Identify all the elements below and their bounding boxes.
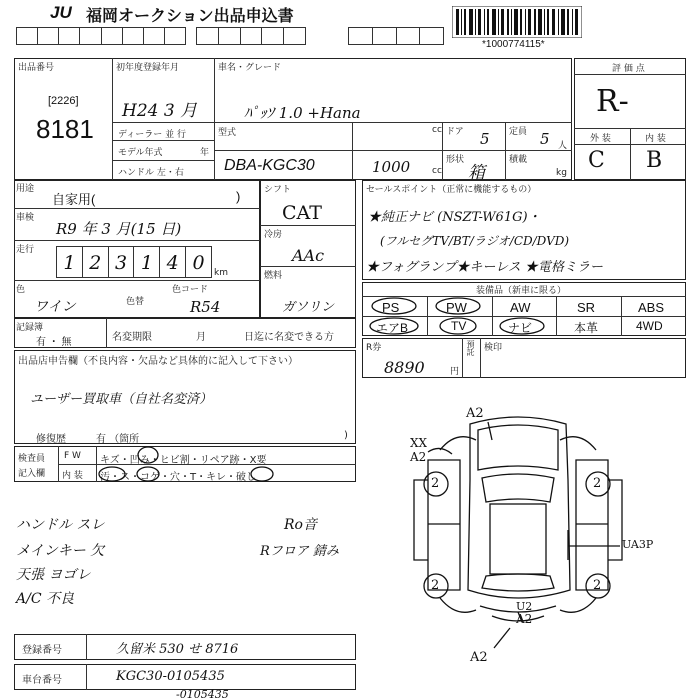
cc-value: 1000 (372, 158, 411, 176)
type-value: DBA-KGC30 (224, 157, 315, 174)
chassis-extra: -0105435 (176, 688, 229, 700)
diagram-mark-xx: XX (410, 436, 428, 450)
cc-label-2: cc (432, 166, 442, 176)
fuel-value: ガソリン (282, 300, 335, 315)
cc-label: cc (432, 125, 442, 135)
shift-label: シフト (264, 185, 292, 195)
diagram-mark-ua3p: UA3P (622, 538, 654, 551)
usage-value: 自家用( (52, 192, 96, 207)
note-right2: Rフロア 錆み (260, 544, 339, 559)
color-change-label: 色替 (126, 297, 145, 307)
diagram-mark-front: A2 (466, 406, 484, 421)
note-line1: ハンドル スレ (16, 517, 105, 533)
top-checkbox-row (16, 27, 186, 45)
year-label: 初年度登録年月 (116, 63, 180, 73)
load-label: 積載 (509, 155, 528, 165)
shape-value: 箱 (468, 163, 485, 183)
handle-label: ハンドル 左・右 (118, 168, 184, 178)
seller-notes-label: 出品店申告欄（不良内容・欠品など具体的に記入して下さい） (18, 356, 298, 367)
shaken-label: 車検 (16, 213, 35, 223)
sales-points-line2: (フルセグTV/BT/ラジオ/CD/DVD) (380, 234, 570, 248)
mileage-digit: 3 (109, 247, 135, 277)
sales-points-line1: ★純正ナビ (NSZT-W61G)・ (368, 210, 541, 225)
inspector-codes-row1: キズ・凹み・ヒビ割・リペア跡・X要 (100, 455, 267, 466)
load-unit: kg (556, 168, 567, 178)
inspector-circles (96, 446, 356, 482)
model-year-label: モデル年式 (118, 148, 163, 158)
warranty-note: 日迄に名変できる方 (244, 332, 334, 343)
inspector-label-2: 記入欄 (18, 469, 46, 479)
capacity-unit: 人 (558, 141, 568, 151)
chassis-value: KGC30-0105435 (116, 669, 225, 684)
records-option: 有 ・ 無 (36, 337, 72, 348)
shaken-value: R9 年 3 月(15 日) (56, 220, 182, 238)
reg-value: 久留米 530 せ 8716 (116, 642, 239, 657)
top-checkbox-row-3 (348, 27, 444, 45)
equipment-label: 装備品（新車に限る） (476, 286, 567, 296)
reg-label: 登録番号 (22, 645, 62, 656)
note-line4: A/C 不良 (16, 591, 74, 607)
door-value: 5 (480, 130, 490, 148)
inspector-fw: F W (64, 451, 81, 461)
logo: JU (50, 3, 72, 22)
mileage-digit: 4 (160, 247, 186, 277)
inspector-naiso: 内 装 (62, 471, 83, 481)
equip-airbag: エアB (376, 321, 409, 335)
dealer-label: ディーラー 並 行 (118, 130, 187, 140)
mileage-digit: 0 (192, 252, 205, 274)
mileage-digit: 1 (134, 247, 160, 277)
repair-close: ) (344, 430, 348, 441)
diagram-mark-a2-rear: A2 (516, 612, 533, 626)
lot-sub-number: [2226] (48, 95, 79, 107)
recycle-label: 預託 (466, 340, 475, 356)
diagram-mark-a2-bottom: A2 (470, 650, 488, 665)
inspector-label-1: 検査員 (18, 454, 46, 464)
exterior-value: C (588, 148, 605, 173)
color-label: 色 (16, 285, 26, 295)
mileage-digit: 1 (57, 247, 83, 277)
mileage-digit: 2 (83, 247, 109, 277)
note-line3: 天張 ヨゴレ (16, 567, 91, 583)
repair-value: 有 （箇所 (96, 434, 140, 445)
mileage-label: 走行 (16, 245, 35, 255)
usage-label: 用途 (16, 184, 35, 194)
year-value: H24 3 月 (122, 101, 198, 121)
lot-label: 出品番号 (18, 63, 55, 73)
capacity-label: 定員 (509, 127, 528, 137)
mileage-digits (56, 246, 212, 278)
diagram-mark-2-fl: 2 (431, 476, 440, 491)
r-price-label: R券 (366, 343, 382, 353)
seller-notes-text: ユーザー買取車（自社名変済） (30, 392, 213, 407)
ac-label: 冷房 (264, 230, 283, 240)
chassis-label: 車台番号 (22, 675, 62, 686)
equip-tv: TV (451, 319, 467, 333)
grade-label: 評 価 点 (612, 64, 645, 74)
color-value: ワイン (34, 299, 76, 315)
equip-abs: ABS (638, 300, 665, 315)
equip-ps: PS (382, 300, 400, 315)
diagram-mark-2-fr: 2 (593, 476, 602, 491)
sales-points-line3: ★フォグランプ★キーレス ★電格ミラー (366, 260, 603, 275)
type-label: 型式 (218, 128, 237, 138)
shift-value: CAT (282, 202, 322, 224)
ac-value: AAc (292, 246, 325, 265)
fuel-label: 燃料 (264, 271, 283, 281)
barcode-number: *1000774115* (482, 39, 545, 50)
car-damage-diagram (400, 400, 700, 670)
records-label: 記録簿 (16, 323, 44, 333)
color-code-label: 色コード (172, 285, 209, 295)
r-price-value: 8890 (384, 358, 425, 377)
equip-sr: SR (577, 300, 596, 315)
inspector-codes-row2: 汚・ス・コゲ・穴・T・キレ・破し (100, 472, 257, 483)
color-code-value: R54 (190, 298, 221, 316)
door-label: ドア (446, 127, 464, 137)
r-price-unit: 円 (450, 367, 460, 377)
repair-label: 修復歴 (36, 434, 66, 445)
lot-number: 8181 (36, 114, 94, 144)
capacity-value: 5 (540, 130, 550, 148)
form-title: 福岡オークション出品申込書 (86, 8, 294, 25)
name-label: 車名・グレード (218, 63, 282, 73)
barcode (452, 6, 582, 38)
name-value: ﾊﾟｯｿ 1.0 +Hana (244, 104, 361, 122)
warranty-label: 名変期限 (112, 332, 152, 343)
shape-label: 形状 (446, 155, 465, 165)
equip-navi: ナビ (508, 321, 533, 335)
diagram-mark-a2-left: A2 (410, 450, 427, 464)
equip-leather: 本革 (574, 321, 599, 335)
mileage-unit: km (214, 268, 228, 278)
equip-aw: AW (510, 300, 531, 315)
note-right1: Ro音 (284, 517, 317, 533)
grade-score: R- (596, 84, 629, 119)
exterior-label: 外 装 (590, 134, 611, 144)
equip-4wd: 4WD (636, 319, 663, 333)
sales-points-label: セールスポイント（正常に機能するもの） (366, 185, 537, 195)
usage-close: ) (236, 189, 241, 204)
equipment-circles (362, 296, 686, 336)
warranty-unit: 月 (196, 332, 206, 343)
interior-label: 内 装 (645, 134, 666, 144)
interior-value: B (646, 148, 663, 173)
diagram-mark-2-rl: 2 (431, 578, 440, 593)
equip-pw: PW (446, 300, 467, 315)
diagram-mark-u2: U2 (516, 600, 533, 613)
model-year-unit: 年 (200, 148, 210, 158)
top-checkbox-row-2 (196, 27, 306, 45)
note-line2: メインキー 欠 (16, 543, 105, 559)
diagram-mark-2-rr: 2 (593, 578, 602, 593)
remarks-label: 検印 (484, 343, 503, 353)
